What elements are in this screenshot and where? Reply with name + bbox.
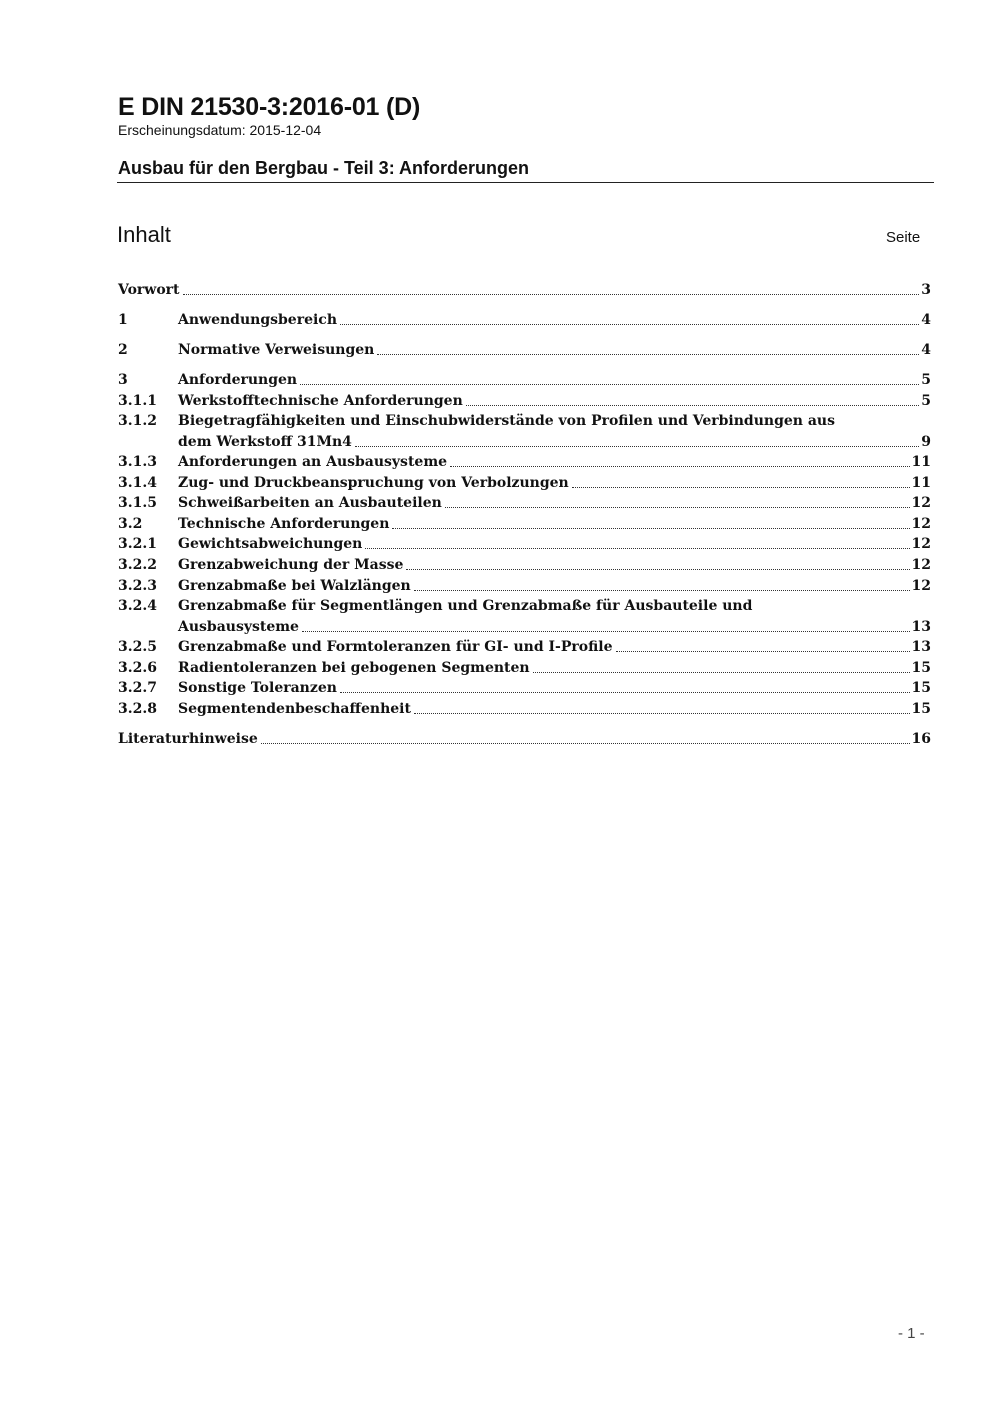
toc-entry-number: 3.1.5 xyxy=(118,495,157,511)
toc-entry-page: 12 xyxy=(911,495,931,511)
publication-date: Erscheinungsdatum: 2015-12-04 xyxy=(118,122,322,138)
toc-leader xyxy=(572,486,910,488)
toc-entry-page: 5 xyxy=(921,393,931,409)
toc-entry-number: 2 xyxy=(118,342,128,358)
toc-page-column-label: Seite xyxy=(886,229,921,246)
toc-entry-page: 3 xyxy=(921,282,931,298)
toc-entry-number: 3 xyxy=(118,372,128,388)
toc-entry-page: 4 xyxy=(921,342,931,358)
toc-entry-page: 15 xyxy=(911,680,931,696)
toc-entry-page: 11 xyxy=(911,454,931,470)
document-subtitle: Ausbau für den Bergbau - Teil 3: Anforderungen xyxy=(118,158,530,178)
toc-leader xyxy=(340,323,919,325)
toc-leader xyxy=(392,527,909,529)
toc-heading: Inhalt xyxy=(117,222,171,247)
toc-entry-title: Zug- und Druckbeanspruchung von Verbolzungen xyxy=(178,475,569,491)
toc-entry-number: 3.2.5 xyxy=(118,639,157,655)
toc-entry-page: 4 xyxy=(921,312,931,328)
page-number: - 1 - xyxy=(898,1325,925,1342)
toc-entry-title: Ausbausysteme xyxy=(178,619,299,635)
toc-leader xyxy=(302,630,910,632)
toc-entry-page: 12 xyxy=(911,557,931,573)
toc-leader xyxy=(414,712,910,714)
toc-leader xyxy=(616,650,910,652)
toc-entry-title: Grenzabweichung der Masse xyxy=(178,557,404,573)
toc-leader xyxy=(183,293,920,295)
toc-entry-number: 3.1.4 xyxy=(118,475,157,491)
toc-entry-number: 3.1.3 xyxy=(118,454,157,470)
toc-entry-number: 3.2.6 xyxy=(118,660,157,676)
toc-entry-title: Grenzabmaße und Formtoleranzen für GI- und I-Profile xyxy=(178,639,613,655)
toc-entry-title: Technische Anforderungen xyxy=(178,516,390,532)
toc-entry-number: 3.2.2 xyxy=(118,557,157,573)
toc-entry-title: Werkstofftechnische Anforderungen xyxy=(178,393,463,409)
toc-entry-number: 3.1.1 xyxy=(118,393,157,409)
toc-leader xyxy=(300,383,919,385)
toc-entry-title: Anwendungsbereich xyxy=(178,312,337,328)
toc-entry-page: 13 xyxy=(911,639,931,655)
toc-entry-title: Anforderungen an Ausbausysteme xyxy=(178,454,448,470)
toc-entry-title: Grenzabmaße bei Walzlängen xyxy=(178,578,411,594)
toc-entry-page: 12 xyxy=(911,536,931,552)
toc-entry-title-line1: Biegetragfähigkeiten und Einschubwiderstände von Profilen und Verbindungen aus xyxy=(178,413,835,429)
toc-leader xyxy=(445,506,910,508)
toc-entry-title: Schweißarbeiten an Ausbauteilen xyxy=(178,495,442,511)
toc-entry-title: Anforderungen xyxy=(178,372,298,388)
toc-entry-page: 12 xyxy=(911,516,931,532)
toc-entry-number: 1 xyxy=(118,312,128,328)
toc-entry-page: 16 xyxy=(911,731,931,747)
toc-leader xyxy=(533,671,910,673)
toc-entry-number: 3.2.7 xyxy=(118,680,157,696)
toc-leader xyxy=(377,353,919,355)
toc-leader xyxy=(340,691,910,693)
toc-leader xyxy=(261,742,910,744)
toc-entry-title: Gewichtsabweichungen xyxy=(178,536,363,552)
toc-leader xyxy=(355,445,919,447)
toc-entry-number: 3.2.3 xyxy=(118,578,157,594)
toc-entry-title: Sonstige Toleranzen xyxy=(178,680,337,696)
toc-entry-number: 3.2 xyxy=(118,516,143,532)
header-divider xyxy=(117,182,934,183)
toc-entry-number: 3.2.4 xyxy=(118,598,157,614)
toc-entry-title: dem Werkstoff 31Mn4 xyxy=(178,434,352,450)
toc-entry-title: Vorwort xyxy=(118,282,180,298)
toc-entry-title: Literaturhinweise xyxy=(118,731,258,747)
toc-entry-number: 3.1.2 xyxy=(118,413,157,429)
toc-leader xyxy=(406,568,909,570)
toc-entry-page: 15 xyxy=(911,660,931,676)
toc-entry-title: Normative Verweisungen xyxy=(178,342,375,358)
toc-entry-page: 9 xyxy=(921,434,931,450)
toc-entry-page: 13 xyxy=(911,619,931,635)
toc-entry-page: 11 xyxy=(911,475,931,491)
toc-entry-number: 3.2.1 xyxy=(118,536,157,552)
toc-entry-page: 12 xyxy=(911,578,931,594)
document-title: E DIN 21530-3:2016-01 (D) xyxy=(118,93,421,121)
toc-entry-number: 3.2.8 xyxy=(118,701,157,717)
toc-leader xyxy=(450,465,909,467)
toc-entry-title: Radientoleranzen bei gebogenen Segmenten xyxy=(178,660,530,676)
toc-leader xyxy=(414,589,910,591)
toc-entry-page: 15 xyxy=(911,701,931,717)
toc-leader xyxy=(365,547,909,549)
toc-entry-page: 5 xyxy=(921,372,931,388)
toc-entry-title: Segmentendenbeschaffenheit xyxy=(178,701,411,717)
toc-leader xyxy=(466,404,919,406)
toc-entry-title-line1: Grenzabmaße für Segmentlängen und Grenzabmaße für Ausbauteile und xyxy=(178,598,753,614)
